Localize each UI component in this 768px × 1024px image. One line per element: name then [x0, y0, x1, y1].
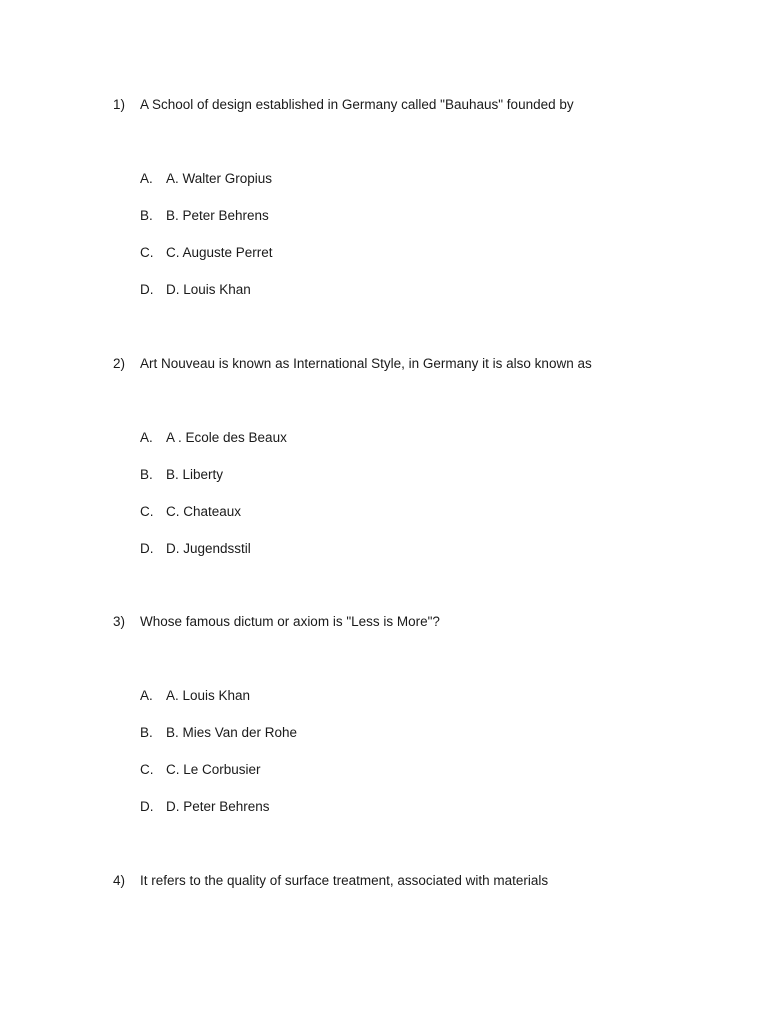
option-c [0, 504, 768, 524]
question-number: 2) [113, 356, 126, 371]
question-line [0, 614, 768, 634]
option-text: B. Mies Van der Rohe [166, 725, 298, 740]
option-letter: B. [140, 725, 153, 740]
question-number: 4) [113, 873, 126, 888]
question-line [0, 97, 768, 117]
option-b [0, 725, 768, 745]
question-number: 3) [113, 614, 126, 629]
option-a [0, 171, 768, 191]
option-text: A . Ecole des Beaux [166, 430, 287, 445]
option-text: D. Louis Khan [166, 282, 251, 297]
option-text: D. Jugendsstil [166, 541, 251, 556]
option-text: A. Walter Gropius [166, 171, 273, 186]
option-text: A. Louis Khan [166, 688, 251, 703]
option-a [0, 688, 768, 708]
option-a [0, 430, 768, 450]
option-d [0, 799, 768, 819]
option-c [0, 245, 768, 265]
option-text: B. Liberty [166, 467, 224, 482]
option-text: C. Chateaux [166, 504, 242, 519]
question-line [0, 873, 768, 893]
option-letter: C. [140, 762, 154, 777]
question-line [0, 356, 768, 376]
option-letter: B. [140, 208, 153, 223]
option-text: C. Auguste Perret [166, 245, 273, 260]
option-c [0, 762, 768, 782]
option-text: D. Peter Behrens [166, 799, 270, 814]
option-letter: C. [140, 245, 154, 260]
option-d [0, 541, 768, 561]
option-letter: D. [140, 282, 154, 297]
option-letter: A. [140, 430, 153, 445]
option-letter: A. [140, 688, 153, 703]
option-letter: D. [140, 541, 154, 556]
question-text: A School of design established in Germany called "Bauhaus" founded by [140, 97, 574, 112]
option-b [0, 208, 768, 228]
question-text: It refers to the quality of surface treatment, associated with materials [140, 873, 549, 888]
option-letter: C. [140, 504, 154, 519]
question-text: Whose famous dictum or axiom is "Less is More"? [140, 614, 440, 629]
question-text: Art Nouveau is known as International Style, in Germany it is also known as [140, 356, 592, 371]
option-letter: B. [140, 467, 153, 482]
question-number: 1) [113, 97, 126, 112]
option-d [0, 282, 768, 302]
option-text: C. Le Corbusier [166, 762, 261, 777]
option-letter: A. [140, 171, 153, 186]
option-text: B. Peter Behrens [166, 208, 269, 223]
option-letter: D. [140, 799, 154, 814]
option-b [0, 467, 768, 487]
